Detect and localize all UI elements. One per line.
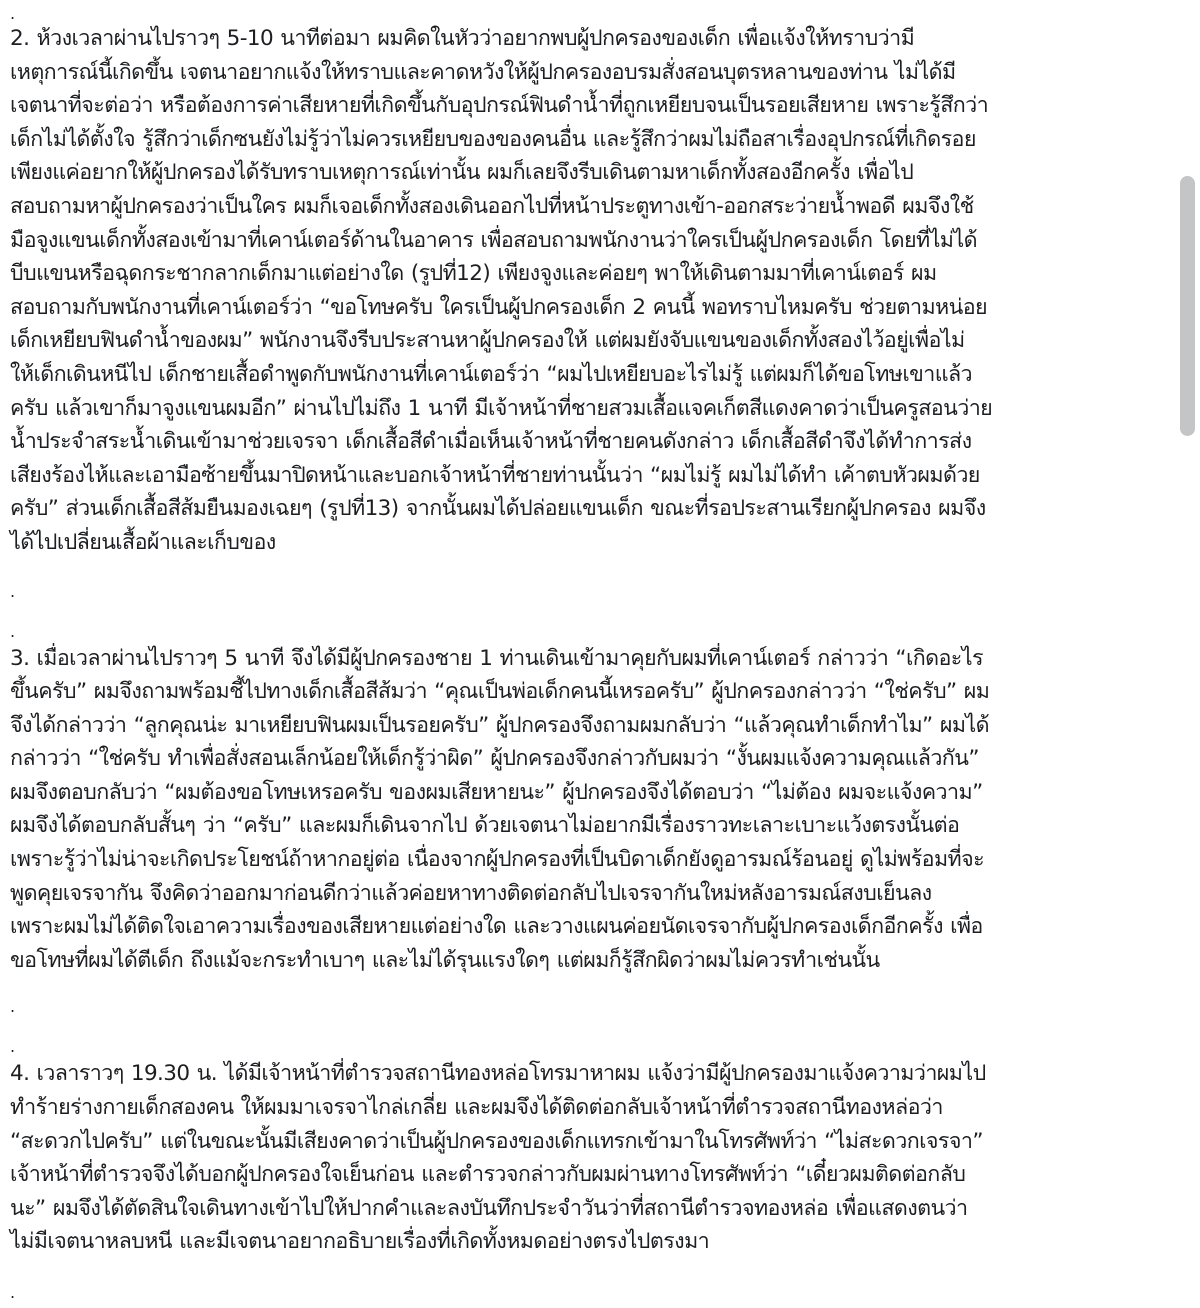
paragraph-line: เจ้าหน้าที่ตำรวจจึงได้บอกผู้ปกครองใจเย็นก่อน และตำรวจกล่าวกับผมผ่านทางโทรศัพท์ว่า “เดี๋ยวผมติดต่อกลับ (10, 1162, 966, 1188)
paragraph-line: มือจูงแขนเด็กทั้งสองเข้ามาที่เคาน์เตอร์ด้านในอาคาร เพื่อสอบถามพนักงานว่าใครเป็นผู้ปกครองเด็ก โดยที่ไม่ได้ (10, 227, 977, 253)
paragraph-line: ขึ้นครับ” ผมจึงถามพร้อมชี้ไปทางเด็กเสื้อสีส้มว่า “คุณเป็นพ่อเด็กคนนี้เหรอครับ” ผู้ปกครองกล่าวว่า “ใช่ครับ” ผม (10, 679, 990, 705)
paragraph-line: ทำร้ายร่างกายเด็กสองคน ให้ผมมาเจรจาไกล่เกลี่ย และผมจึงได้ติดต่อกลับเจ้าหน้าที่ตำรวจสถานีทองหล่อว่า (10, 1095, 943, 1121)
scrollbar-thumb[interactable] (1180, 176, 1195, 436)
paragraph-line: น้ำประจำสระน้ำเดินเข้ามาช่วยเจรจา เด็กเสื้อสีดำเมื่อเห็นเจ้าหน้าที่ชายคนดังกล่าว เด็กเสื้อสีดำจึงได้ทำการส่ง (10, 429, 972, 455)
paragraph-line: จึงได้กล่าวว่า “ลูกคุณน่ะ มาเหยียบฟินผมเป็นรอยครับ” ผู้ปกครองจึงถามผมกลับว่า “แล้วคุณทำเด็กทำไม” ผมได้ (10, 712, 989, 738)
paragraph-line: ได้ไปเปลี่ยนเสื้อผ้าและเก็บของ (10, 529, 276, 555)
separator-dot: . (10, 4, 16, 23)
paragraph-2 (10, 22, 1182, 560)
vertical-scrollbar[interactable] (1178, 0, 1200, 1308)
paragraph-line: ไม่มีเจตนาหลบหนี และมีเจตนาอยากอธิบายเรื่องที่เกิดทั้งหมดอย่างตรงไปตรงมา (10, 1229, 710, 1255)
paragraph-line: ครับ” ส่วนเด็กเสื้อสีส้มยืนมองเฉยๆ (รูปที่13) จากนั้นผมได้ปล่อยแขนเด็ก ขณะที่รอประสานเรียกผู้ปกครอง ผมจึง (10, 496, 986, 522)
paragraph-line: สอบถามหาผู้ปกครองว่าเป็นใคร ผมก็เจอเด็กทั้งสองเดินออกไปที่หน้าประตูทางเข้า-ออกสระว่ายน้ำพอดี ผมจึงใช้ (10, 193, 974, 219)
paragraph-line: กล่าวว่า “ใช่ครับ ทำเพื่อสั่งสอนเล็กน้อยให้เด็กรู้ว่าผิด” ผู้ปกครองจึงกล่าวกับผมว่า “งั้นผมแจ้งความคุณแล้วกัน” (10, 746, 979, 772)
paragraph-line: เพียงแค่อยากให้ผู้ปกครองได้รับทราบเหตุการณ์เท่านั้น ผมก็เลยจึงรีบเดินตามหาเด็กทั้งสองอีกครั้ง เพื่อไป (10, 160, 914, 186)
paragraph-line: เด็กไม่ได้ตั้งใจ รู้สึกว่าเด็กซนยังไม่รู้ว่าไม่ควรเหยียบของของคนอื่น และรู้สึกว่าผมไม่ถือสาเรื่องอุปกรณ์ที่เกิดรอย (10, 126, 976, 152)
paragraph-line: ให้เด็กเดินหนีไป เด็กชายเสื้อดำพูดกับพนักงานที่เคาน์เตอร์ว่า “ผมไปเหยียบอะไรไม่รู้ แต่ผมก็ได้ขอโทษเขาแล้ว (10, 361, 972, 387)
paragraph-line: สอบถามกับพนักงานที่เคาน์เตอร์ว่า “ขอโทษครับ ใครเป็นผู้ปกครองเด็ก 2 คนนี้ พอทราบไหมครับ ช่วยตามหน่อย (10, 294, 988, 320)
paragraph-line: 3. เมื่อเวลาผ่านไปราวๆ 5 นาที จึงได้มีผู้ปกครองชาย 1 ท่านเดินเข้ามาคุยกับผมที่เคาน์เตอร์ กล่าวว่า “เกิดอะไร (10, 645, 983, 671)
paragraph-line: “สะดวกไปครับ” แต่ในขณะนั้นมีเสียงคาดว่าเป็นผู้ปกครองของเด็กแทรกเข้ามาในโทรศัพท์ว่า “ไม่สะดวกเจรจา” (10, 1128, 983, 1154)
separator-dot: . (10, 997, 16, 1017)
paragraph-line: พูดคุยเจรจากัน จึงคิดว่าออกมาก่อนดีกว่าแล้วค่อยหาทางติดต่อกลับไปเจรจากันใหม่หลังอารมณ์สงบเย็นลง (10, 880, 932, 906)
paragraph-line: ผมจึงได้ตอบกลับสั้นๆ ว่า “ครับ” และผมก็เดินจากไป ด้วยเจตนาไม่อยากมีเรื่องราวทะเลาะเบาะแว้งตรงนั้นต่อ (10, 813, 960, 839)
paragraph-line: 4. เวลาราวๆ 19.30 น. ได้มีเจ้าหน้าที่ตำรวจสถานีทองหล่อโทรมาหาผม แจ้งว่ามีผู้ปกครองมาแจ้งความว่าผมไป (10, 1061, 986, 1087)
paragraph-line: เพราะผมไม่ได้ติดใจเอาความเรื่องของเสียหายแต่อย่างใด และวางแผนค่อยนัดเจรจากับผู้ปกครองเด็กอีกครั้ง เพื่อ (10, 914, 983, 940)
paragraph-line: เหตุการณ์นี้เกิดขึ้น เจตนาอยากแจ้งให้ทราบและคาดหวังให้ผู้ปกครองอบรมสั่งสอนบุตรหลานของท่าน ไม่ได้มี (10, 59, 956, 85)
paragraph-line: เพราะรู้ว่าไม่น่าจะเกิดประโยชน์ถ้าหากอยู่ต่อ เนื่องจากผู้ปกครองที่เป็นบิดาเด็กยังดูอารมณ์ร้อนอยู่ ดูไม่พร้อมที่จะ (10, 847, 985, 873)
separator-dot: . (10, 621, 16, 641)
paragraph-line: ครับ แล้วเขาก็มาจูงแขนผมอีก” ผ่านไปไม่ถึง 1 นาที มีเจ้าหน้าที่ชายสวมเสื้อแจคเก็ตสีแดงคาดว่าเป็นครูสอนว่าย (10, 395, 993, 421)
document-body (10, 0, 1182, 1303)
paragraph-3 (10, 642, 1182, 978)
paragraph-line: เสียงร้องไห้และเอามือซ้ายขึ้นมาปิดหน้าและบอกเจ้าหน้าที่ชายท่านนั้นว่า “ผมไม่รู้ ผมไม่ได้ทำ เค้าตบหัวผมด้วย (10, 462, 980, 488)
paragraph-line: 2. ห้วงเวลาผ่านไปราวๆ 5-10 นาทีต่อมา ผมคิดในหัวว่าอยากพบผู้ปกครองของเด็ก เพื่อแจ้งให้ทราบว่ามี (10, 26, 915, 51)
paragraph-line: นะ” ผมจึงได้ตัดสินใจเดินทางเข้าไปให้ปากคำและลงบันทึกประจำวันว่าที่สถานีตำรวจทองหล่อ เพื่อแสดงตนว่า (10, 1195, 968, 1221)
paragraph-line: เจตนาที่จะต่อว่า หรือต้องการค่าเสียหายที่เกิดขึ้นกับอุปกรณ์ฟินดำน้ำที่ถูกเหยียบจนเป็นรอยเสียหาย เพราะรู้สึกว่า (10, 93, 989, 119)
separator-dot: . (10, 1037, 16, 1057)
paragraph-line: ผมจึงตอบกลับว่า “ผมต้องขอโทษเหรอครับ ของผมเสียหายนะ” ผู้ปกครองจึงได้ตอบว่า “ไม่ต้อง ผมจะแจ้งความ” (10, 779, 983, 805)
separator-dot: . (10, 581, 16, 601)
paragraph-line: บีบแขนหรือฉุดกระชากลากเด็กมาแต่อย่างใด (รูปที่12) เพียงจูงและค่อยๆ พาให้เดินตามมาที่เคาน์เตอร์ ผม (10, 261, 937, 287)
paragraph-4 (10, 1057, 1182, 1259)
paragraph-line: เด็กเหยียบฟินดำน้ำของผม” พนักงานจึงรีบประสานหาผู้ปกครองให้ แต่ผมยังจับแขนของเด็กทั้งสองไว้อยู่เพื่อไม่ (10, 328, 965, 354)
separator-dot: . (10, 1283, 16, 1302)
paragraph-line: ขอโทษที่ผมได้ตีเด็ก ถึงแม้จะกระทำเบาๆ และไม่ได้รุนแรงใดๆ แต่ผมก็รู้สึกผิดว่าผมไม่ควรทำเช่นนั้น (10, 947, 880, 973)
